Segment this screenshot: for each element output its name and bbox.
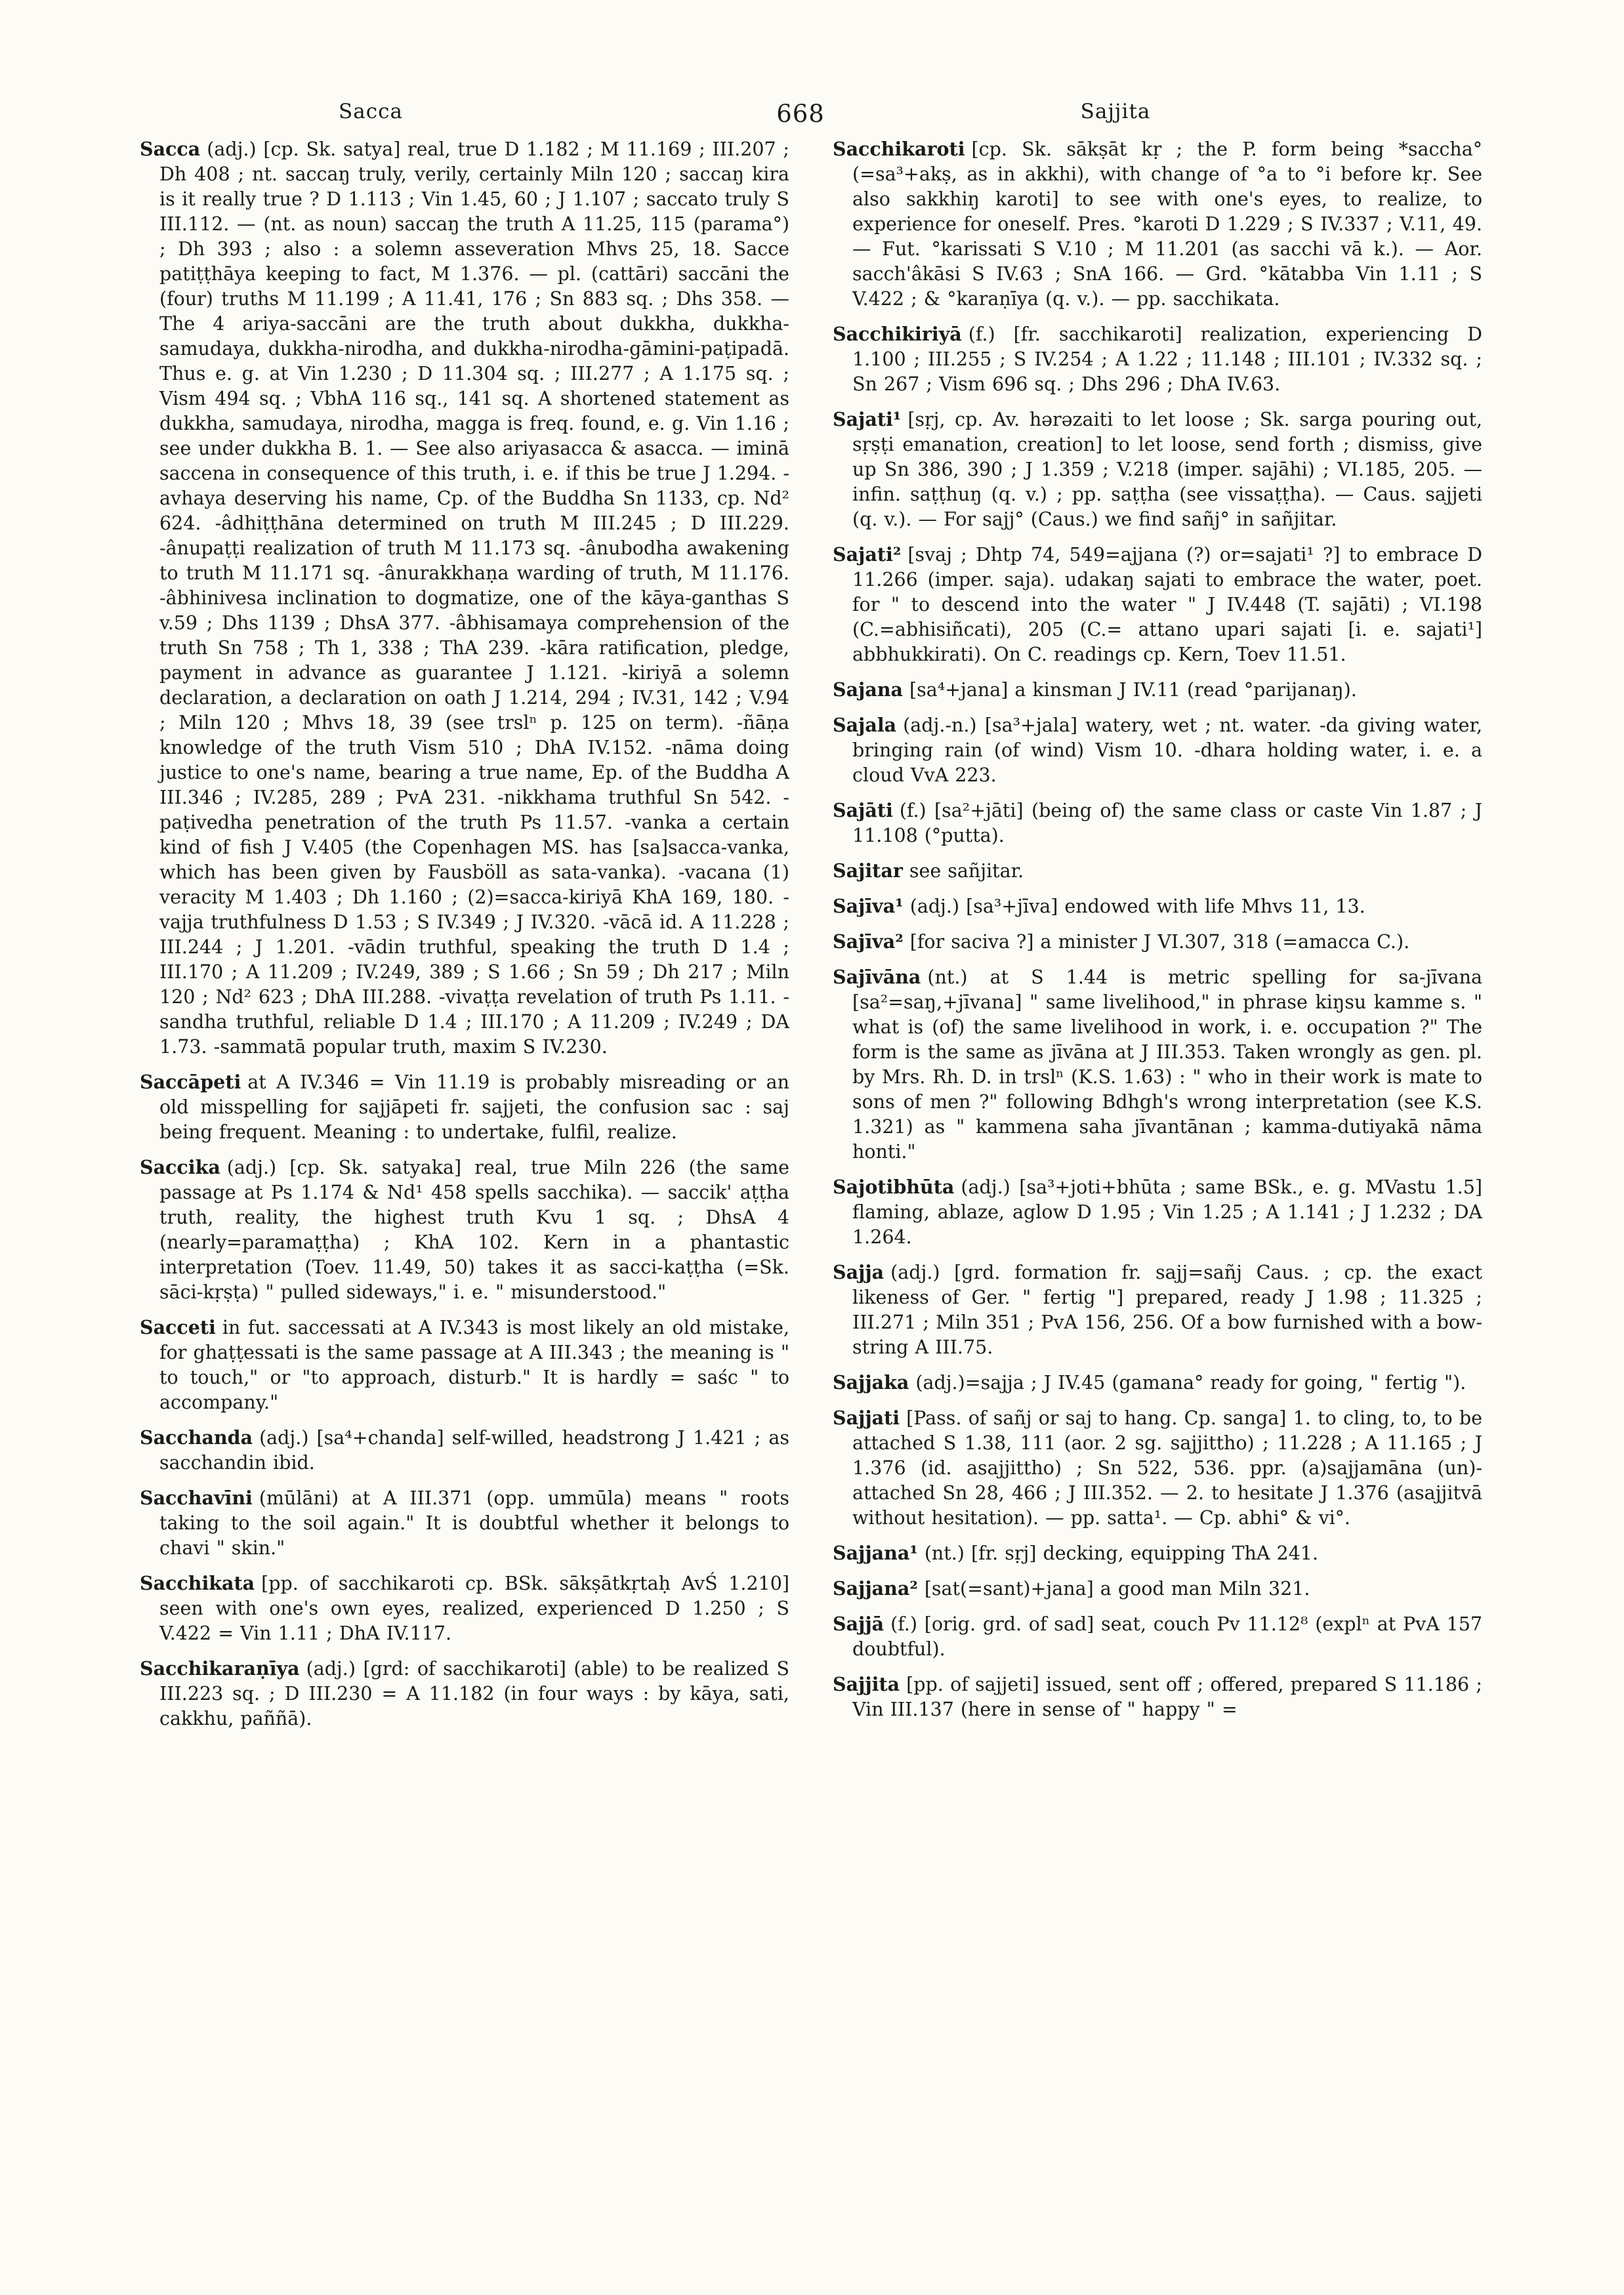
entry-body: [sat(=sant)+jana] a good man Miln 321. (924, 1578, 1310, 1600)
entry-headword: Sajīvāna (833, 966, 921, 988)
entry-headword: Sajīva² (833, 930, 904, 953)
header-left-word: Sacca (339, 100, 403, 123)
entry-headword: Saccāpeti (140, 1071, 241, 1093)
dictionary-entry (833, 1540, 1482, 1566)
entry-headword: Sajjati (833, 1407, 900, 1429)
entry-body: (mūlāni) at A III.371 (opp. ummūla) means " roots taking to the soil again." It is doubtful whether it belongs to chavi " skin." (159, 1487, 789, 1559)
dictionary-entry (833, 798, 1482, 848)
entry-headword: Sacca (140, 138, 201, 160)
entry-headword: Sajīva¹ (833, 895, 904, 917)
entry-body: [pp. of sajjeti] issued, sent off ; offered, prepared S 11.186 ; Vin III.137 (here in sense of " happy " = (852, 1674, 1482, 1720)
entry-headword: Sajjaka (833, 1371, 909, 1394)
dictionary-entry (140, 1155, 789, 1305)
entry-body: (adj.) [sa³+jīva] endowed with life Mhvs 11, 13. (909, 896, 1365, 917)
entry-body: in fut. saccessati at A IV.343 is most likely an old mistake, for ghaṭṭessati is the same passage at A III.343 ; the meaning is " to touch," or "to approach, disturb." It is hardly = saśc " to accompany." (159, 1317, 789, 1413)
dictionary-entry (833, 929, 1482, 955)
entry-headword: Saccika (140, 1156, 220, 1178)
entry-body: (f.) [sa²+jāti] (being of) the same class or caste Vin 1.87 ; J 11.108 (°putta). (852, 800, 1482, 846)
entry-headword: Sacceti (140, 1316, 216, 1338)
entry-headword: Sacchikata (140, 1572, 255, 1594)
entry-headword: Sacchikaroti (833, 138, 965, 160)
entry-body: (adj.) [cp. Sk. satya] real, true D 1.182 ; M 11.169 ; III.207 ; Dh 408 ; nt. saccaŋ truly, verily, certainly Miln 120 ; saccaŋ kira is it really true ? D 1.113 ; Vin 1.45, 60 ; J 1.107 ; saccato truly S III.112. — (nt. as noun) saccaŋ the truth A 11.25, 115 (parama°) ; Dh 393 ; also : a solemn asseveration Mhvs 25, 18. Sacce patiṭṭhāya keeping to fact, M 1.376. — pl. (cattāri) saccāni the (four) truths M 11.199 ; A 11.41, 176 ; Sn 883 sq. ; Dhs 358. — The 4 ariya-saccāni are the truth about dukkha, dukkha-samudaya, dukkha-nirodha, and dukkha-nirodha-gāmini-paṭipadā. Thus e. g. at Vin 1.230 ; D 11.304 sq. ; III.277 ; A 1.175 sq. ; Vism 494 sq. ; VbhA 116 sq., 141 sq. A shortened statement as dukkha, samudaya, nirodha, magga is freq. found, e. g. Vin 1.16 ; see under dukkha B. 1. — See also ariyasacca & asacca. — iminā saccena in consequence of this truth, i. e. if this be true J 1.294. -avhaya deserving his name, Cp. of the Buddha Sn 1133, cp. Nd² 624. -âdhiṭṭhāna determined on truth M III.245 ; D III.229. -ânupaṭṭi realization of truth M 11.173 sq. -ânubodha awakening to truth M 11.171 sq. -ânurakkhaṇa warding of truth, M 11.176. -âbhinivesa inclination to dogmatize, one of the kāya-ganthas S v.59 ; Dhs 1139 ; DhsA 377. -âbhisamaya comprehension of the truth Sn 758 ; Th 1, 338 ; ThA 239. -kāra ratification, pledge, payment in advance as guarantee J 1.121. -kiriyā a solemn declaration, a declaration on oath J 1.214, 294 ; IV.31, 142 ; V.94 ; Miln 120 ; Mhvs 18, 39 (see trslⁿ p. 125 on term). -ñāṇa knowledge of the truth Vism 510 ; DhA IV.152. -nāma doing justice to one's name, bearing a true name, Ep. of the Buddha A III.346 ; IV.285, 289 ; PvA 231. -nikkhama truthful Sn 542. -paṭivedha penetration of the truth Ps 11.57. -vanka a certain kind of fish J V.405 (the Copenhagen MS. has [sa]sacca-vanka, which has been given by Fausböll as sata-vanka). -vacana (1) veracity M 1.403 ; Dh 1.160 ; (2)=sacca-kiriyā KhA 169, 180. -vajja truthfulness D 1.53 ; S IV.349 ; J IV.320. -vācā id. A 11.228 ; III.244 ; J 1.201. -vādin truthful, speaking the truth D 1.4 ; III.170 ; A 11.209 ; IV.249, 389 ; S 1.66 ; Sn 59 ; Dh 217 ; Miln 120 ; Nd² 623 ; DhA III.288. -vivaṭṭa revelation of truth Ps 1.11. -sandha truthful, reliable D 1.4 ; III.170 ; A 11.209 ; IV.249 ; DA 1.73. -sammatā popular truth, maxim S IV.230. (159, 138, 789, 1058)
dictionary-entry (140, 1656, 789, 1731)
entry-headword: Sajjita (833, 1673, 900, 1695)
entry-body: (nt.) at S 1.44 is metric spelling for sa-jīvana [sa²=saŋ,+jīvana] " same livelihood," in phrase kiŋsu kamme s. " what is (of) the same livelihood in work, i. e. occupation ?" The form is the same as jīvāna at J III.353. Taken wrongly as gen. pl. by Mrs. Rh. D. in trslⁿ (K.S. 1.63) : " who in their work is mate to sons of men ?" following Bdhgh's wrong interpretation (see K.S. 1.321) as " kammena saha jīvantānan ; kamma-dutiyakā nāma honti." (852, 966, 1482, 1163)
dictionary-entry (833, 1611, 1482, 1662)
entry-body: [sa⁴+jana] a kinsman J IV.11 (read °parijanaŋ). (909, 679, 1357, 701)
dictionary-entry (140, 1425, 789, 1476)
dictionary-entry (140, 1571, 789, 1646)
entry-headword: Sacchikiriyā (833, 323, 962, 345)
entry-headword: Sajati² (833, 543, 902, 566)
entry-body: (adj.)=sajja ; J IV.45 (gamana° ready for going, " fertig "). (915, 1372, 1467, 1394)
entry-headword: Sajotibhūta (833, 1176, 955, 1198)
entry-headword: Sajana (833, 678, 904, 701)
entry-body: [pp. of sacchikaroti cp. BSk. sākṣātkṛtaḥ AvŚ 1.210] seen with one's own eyes, realized, experienced D 1.250 ; S V.422 = Vin 1.11 ; DhA IV.117. (159, 1573, 789, 1644)
dictionary-entry (833, 964, 1482, 1165)
entry-body: (adj.) [grd. formation fr. sajj=sañj Caus. ; cp. the exact likeness of Ger. " fertig "] prepared, ready J 1.98 ; 11.325 ; III.271 ; Miln 351 ; PvA 156, 256. Of a bow furnished with a bow-string A III.75. (852, 1262, 1482, 1358)
dictionary-entry (833, 677, 1482, 703)
running-head (0, 100, 1624, 134)
dictionary-entry (833, 1672, 1482, 1722)
dictionary-entry (833, 1576, 1482, 1602)
entry-body: at A IV.346 = Vin 11.19 is probably misreading or an old misspelling for sajjāpeti fr. sajjeti, the confusion sac : saj being frequent. Meaning : to undertake, fulfil, realize. (159, 1071, 789, 1143)
entry-headword: Sajjana¹ (833, 1542, 918, 1564)
entry-body: (adj.) [grd: of sacchikaroti] (able) to be realized S III.223 sq. ; D III.230 = A 11.182 (in four ways : by kāya, sati, cakkhu, paññā). (159, 1658, 789, 1729)
entry-body: (adj.) [sa⁴+chanda] self-willed, headstrong J 1.421 ; as sacchandin ibid. (159, 1427, 789, 1474)
dictionary-entry (833, 1260, 1482, 1360)
dictionary-entry (833, 407, 1482, 532)
entry-body: (adj.-n.) [sa³+jala] watery, wet ; nt. water. -da giving water, bringing rain (of wind) Vism 10. -dhara holding water, i. e. a cloud VvA 223. (852, 714, 1482, 786)
entry-body: (f.) [fr. sacchikaroti] realization, experiencing D 1.100 ; III.255 ; S IV.254 ; A 1.22 ; 11.148 ; III.101 ; IV.332 sq. ; Sn 267 ; Vism 696 sq. ; Dhs 296 ; DhA IV.63. (852, 323, 1482, 395)
dictionary-entry (833, 1370, 1482, 1396)
header-right-word: Sajjita (1080, 100, 1151, 123)
entry-headword: Sajati¹ (833, 408, 902, 430)
dictionary-entry (833, 1405, 1482, 1531)
entry-headword: Sajala (833, 714, 897, 736)
right-column (833, 136, 1482, 1741)
entry-body: see sañjitar. (909, 860, 1024, 882)
entry-headword: Sacchikaraṇīya (140, 1657, 300, 1680)
entry-body: [svaj ; Dhtp 74, 549=ajjana (?) or=sajati¹ ?] to embrace D 11.266 (imper. saja). udakaŋ sajati to embrace the water, poet. for " to descend into the water " J IV.448 (T. sajāti) ; VI.198 (C.=abhisiñcati), 205 (C.= attano upari sajati [i. e. sajati¹] abbhukkirati). On C. readings cp. Kern, Toev 11.51. (852, 544, 1482, 665)
page-number: 668 (776, 100, 825, 128)
dictionary-entry (833, 858, 1482, 884)
entry-headword: Sajitar (833, 859, 903, 882)
dictionary-entry (833, 136, 1482, 312)
entry-body: (f.) [orig. grd. of sad] seat, couch Pv 11.12⁸ (explⁿ at PvA 157 doubtful). (852, 1613, 1482, 1660)
entry-body: [Pass. of sañj or saj to hang. Cp. sanga] 1. to cling, to, to be attached S 1.38, 111 (aor. 2 sg. sajjittho) ; 11.228 ; A 11.165 ; J 1.376 (id. asajjittho) ; Sn 522, 536. ppr. (a)sajjamāna (un)-attached Sn 28, 466 ; J III.352. — 2. to hesitate J 1.376 (asajjitvā without hesitation). — pp. satta¹. — Cp. abhi° & vi°. (852, 1407, 1482, 1529)
dictionary-entry (833, 1174, 1482, 1250)
dictionary-entry (140, 1315, 789, 1415)
dictionary-entry (833, 713, 1482, 788)
dictionary-entry (833, 321, 1482, 397)
entry-headword: Sajja (833, 1261, 885, 1283)
entry-body: (adj.) [sa³+joti+bhūta ; same BSk., e. g. MVastu 1.5] flaming, ablaze, aglow D 1.95 ; Vin 1.25 ; A 1.141 ; J 1.232 ; DA 1.264. (852, 1176, 1482, 1248)
dictionary-entry (833, 894, 1482, 919)
entry-headword: Sajjana² (833, 1577, 918, 1600)
entry-body: [cp. Sk. sākṣāt kṛ ; the P. form being *saccha° (=sa³+akṣ, as in akkhi), with change of °a to °i before kṛ. See also sakkhiŋ karoti] to see with one's eyes, to realize, to experience for oneself. Pres. °karoti D 1.229 ; S IV.337 ; V.11, 49. — Fut. °karissati S V.10 ; M 11.201 (as sacchi vā k.). — Aor. sacch'âkāsi S IV.63 ; SnA 166. — Grd. °kātabba Vin 1.11 ; S V.422 ; & °karaṇīya (q. v.). — pp. sacchikata. (852, 138, 1482, 310)
dictionary-entry (140, 1069, 789, 1145)
left-column (140, 136, 789, 1741)
entry-body: [for saciva ?] a minister J VI.307, 318 (=amacca C.). (909, 931, 1410, 953)
entry-headword: Sacchanda (140, 1426, 253, 1449)
entry-body: (adj.) [cp. Sk. satyaka] real, true Miln 226 (the same passage at Ps 1.174 & Nd¹ 458 spells sacchika). — saccik' aṭṭha truth, reality, the highest truth Kvu 1 sq. ; DhsA 4 (nearly=paramaṭṭha) ; KhA 102. Kern in a phantastic interpretation (Toev. 11.49, 50) takes it as sacci-kaṭṭha (=Sk. sāci-kṛṣṭa) " pulled sideways," i. e. " misunderstood." (159, 1157, 789, 1303)
entry-body: [sṛj, cp. Av. hərəzaiti to let loose ; Sk. sarga pouring out, sṛṣṭi emanation, creation] to let loose, send forth ; dismiss, give up Sn 386, 390 ; J 1.359 ; V.218 (imper. sajāhi) ; VI.185, 205. — infin. saṭṭhuŋ (q. v.) ; pp. saṭṭha (see vissaṭṭha). — Caus. sajjeti (q. v.). — For sajj° (Caus.) we find sañj° in sañjitar. (852, 409, 1482, 530)
entry-headword: Sajāti (833, 799, 893, 821)
entry-headword: Sacchavīni (140, 1487, 253, 1509)
dictionary-entry (833, 542, 1482, 667)
text-columns (140, 136, 1482, 1741)
entry-body: (nt.) [fr. sṛj] decking, equipping ThA 241. (924, 1542, 1318, 1564)
dictionary-entry (140, 1485, 789, 1561)
entry-headword: Sajjā (833, 1613, 885, 1635)
dictionary-entry (140, 136, 789, 1060)
